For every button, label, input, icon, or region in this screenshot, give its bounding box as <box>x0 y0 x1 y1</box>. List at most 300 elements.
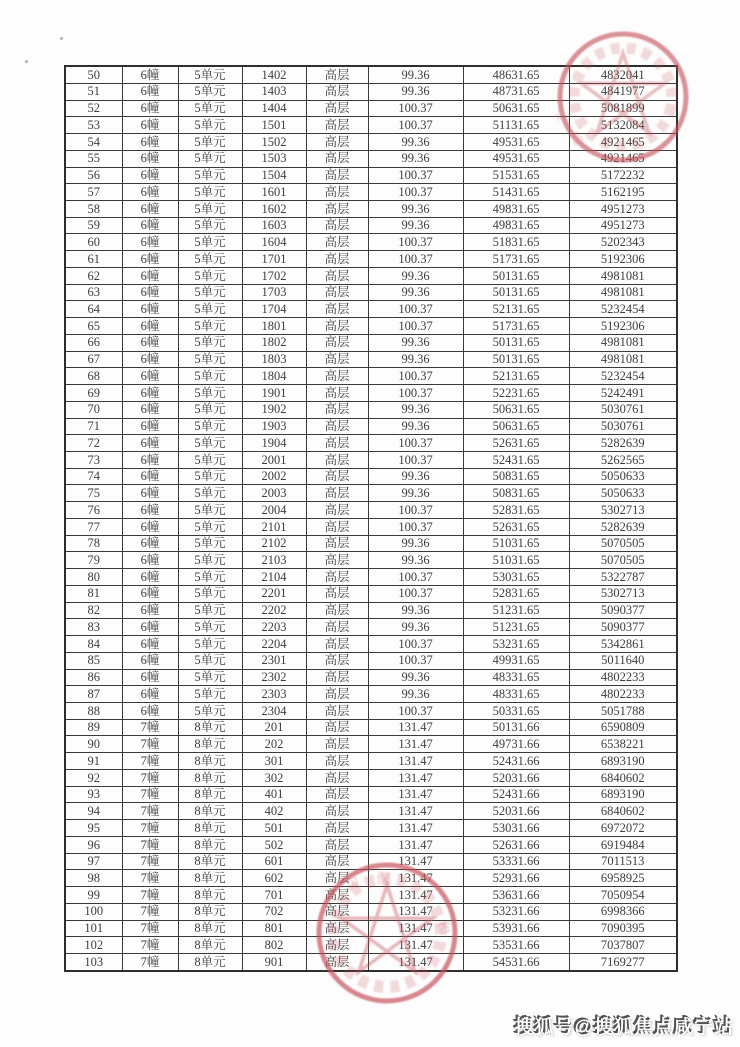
table-cell: 5081899 <box>569 100 677 117</box>
table-cell: 5232454 <box>569 368 677 385</box>
table-cell: 6958925 <box>569 870 677 887</box>
table-cell: 5单元 <box>178 686 242 703</box>
table-cell: 51031.65 <box>463 552 569 569</box>
table-cell: 7011513 <box>569 853 677 870</box>
table-cell: 高层 <box>306 937 368 954</box>
table-row <box>65 452 677 469</box>
table-cell: 5232454 <box>569 301 677 318</box>
table-cell: 高层 <box>306 920 368 937</box>
table-cell: 6幢 <box>122 552 178 569</box>
table-cell: 高层 <box>306 736 368 753</box>
table-cell: 2303 <box>242 686 306 703</box>
table-row <box>65 502 677 519</box>
table-cell: 1404 <box>242 100 306 117</box>
table-cell: 50631.65 <box>463 100 569 117</box>
table-row <box>65 318 677 335</box>
table-cell: 8单元 <box>178 853 242 870</box>
table-cell: 高层 <box>306 853 368 870</box>
table-cell: 801 <box>242 920 306 937</box>
table-cell: 99.36 <box>368 217 463 234</box>
table-cell: 5282639 <box>569 518 677 535</box>
table-cell: 2201 <box>242 585 306 602</box>
table-cell: 50 <box>65 66 122 83</box>
table-cell: 99.36 <box>368 200 463 217</box>
table-cell: 6幢 <box>122 585 178 602</box>
table-cell: 6幢 <box>122 518 178 535</box>
table-cell: 77 <box>65 518 122 535</box>
table-cell: 6幢 <box>122 318 178 335</box>
table-cell: 高层 <box>306 234 368 251</box>
table-cell: 1902 <box>242 401 306 418</box>
table-cell: 131.47 <box>368 887 463 904</box>
table-cell: 131.47 <box>368 870 463 887</box>
table-cell: 高层 <box>306 954 368 971</box>
table-cell: 51731.65 <box>463 251 569 268</box>
table-cell: 131.47 <box>368 803 463 820</box>
table-cell: 95 <box>65 820 122 837</box>
table-cell: 100.37 <box>368 234 463 251</box>
table-cell: 48331.65 <box>463 686 569 703</box>
table-cell: 6538221 <box>569 736 677 753</box>
table-cell: 5单元 <box>178 234 242 251</box>
table-cell: 5单元 <box>178 167 242 184</box>
table-cell: 52231.65 <box>463 385 569 402</box>
table-cell: 6972072 <box>569 820 677 837</box>
table-cell: 5单元 <box>178 217 242 234</box>
table-cell: 6幢 <box>122 117 178 134</box>
table-cell: 8单元 <box>178 753 242 770</box>
table-cell: 100.37 <box>368 652 463 669</box>
table-cell: 7幢 <box>122 836 178 853</box>
table-row <box>65 100 677 117</box>
table-cell: 5单元 <box>178 83 242 100</box>
table-cell: 5322787 <box>569 569 677 586</box>
table-cell: 61 <box>65 251 122 268</box>
table-cell: 131.47 <box>368 903 463 920</box>
table-cell: 6893190 <box>569 753 677 770</box>
table-cell: 5单元 <box>178 569 242 586</box>
table-cell: 5单元 <box>178 150 242 167</box>
table-cell: 100.37 <box>368 368 463 385</box>
table-body <box>65 66 677 971</box>
table-cell: 5单元 <box>178 184 242 201</box>
table-row <box>65 887 677 904</box>
table-cell: 高层 <box>306 636 368 653</box>
table-cell: 高层 <box>306 368 368 385</box>
table-cell: 49931.65 <box>463 652 569 669</box>
table-cell: 5单元 <box>178 669 242 686</box>
table-cell: 51031.65 <box>463 535 569 552</box>
table-cell: 99.36 <box>368 485 463 502</box>
table-cell: 5342861 <box>569 636 677 653</box>
table-row <box>65 719 677 736</box>
table-cell: 4921465 <box>569 150 677 167</box>
table-cell: 63 <box>65 284 122 301</box>
table-cell: 高层 <box>306 602 368 619</box>
table-cell: 5单元 <box>178 703 242 720</box>
table-cell: 93 <box>65 786 122 803</box>
table-cell: 60 <box>65 234 122 251</box>
table-cell: 52931.66 <box>463 870 569 887</box>
table-cell: 2104 <box>242 569 306 586</box>
table-cell: 高层 <box>306 686 368 703</box>
table-cell: 5单元 <box>178 585 242 602</box>
table-cell: 100.37 <box>368 585 463 602</box>
table-cell: 5192306 <box>569 251 677 268</box>
table-cell: 83 <box>65 619 122 636</box>
table-cell: 高层 <box>306 184 368 201</box>
table-cell: 99 <box>65 887 122 904</box>
table-cell: 高层 <box>306 301 368 318</box>
table-cell: 高层 <box>306 435 368 452</box>
table-row <box>65 619 677 636</box>
table-cell: 高层 <box>306 753 368 770</box>
table-row <box>65 753 677 770</box>
table-cell: 50131.65 <box>463 334 569 351</box>
table-row <box>65 184 677 201</box>
table-cell: 高层 <box>306 552 368 569</box>
table-row <box>65 552 677 569</box>
table-cell: 5单元 <box>178 385 242 402</box>
table-row <box>65 937 677 954</box>
table-cell: 100.37 <box>368 167 463 184</box>
table-cell: 99.36 <box>368 468 463 485</box>
table-cell: 5单元 <box>178 284 242 301</box>
table-cell: 202 <box>242 736 306 753</box>
table-cell: 高层 <box>306 167 368 184</box>
table-row <box>65 334 677 351</box>
table-cell: 5单元 <box>178 100 242 117</box>
table-cell: 99.36 <box>368 535 463 552</box>
table-row <box>65 920 677 937</box>
table-cell: 100.37 <box>368 703 463 720</box>
table-cell: 50331.65 <box>463 703 569 720</box>
table-cell: 131.47 <box>368 753 463 770</box>
table-cell: 702 <box>242 903 306 920</box>
table-row <box>65 870 677 887</box>
table-cell: 84 <box>65 636 122 653</box>
table-cell: 6幢 <box>122 418 178 435</box>
table-cell: 5单元 <box>178 117 242 134</box>
table-cell: 53231.66 <box>463 903 569 920</box>
table-row <box>65 954 677 971</box>
table-cell: 201 <box>242 719 306 736</box>
table-cell: 高层 <box>306 251 368 268</box>
table-cell: 48731.65 <box>463 83 569 100</box>
table-cell: 5单元 <box>178 200 242 217</box>
table-cell: 52431.66 <box>463 753 569 770</box>
table-cell: 6幢 <box>122 368 178 385</box>
table-cell: 7幢 <box>122 719 178 736</box>
table-cell: 90 <box>65 736 122 753</box>
table-row <box>65 134 677 151</box>
table-cell: 6幢 <box>122 66 178 83</box>
table-cell: 6幢 <box>122 452 178 469</box>
table-cell: 901 <box>242 954 306 971</box>
table-row <box>65 167 677 184</box>
table-cell: 7幢 <box>122 920 178 937</box>
table-cell: 100.37 <box>368 385 463 402</box>
table-cell: 65 <box>65 318 122 335</box>
table-cell: 高层 <box>306 585 368 602</box>
table-cell: 1702 <box>242 267 306 284</box>
table-cell: 高层 <box>306 468 368 485</box>
table-cell: 6幢 <box>122 652 178 669</box>
table-cell: 101 <box>65 920 122 937</box>
table-cell: 102 <box>65 937 122 954</box>
table-cell: 2302 <box>242 669 306 686</box>
table-cell: 7幢 <box>122 769 178 786</box>
table-cell: 99.36 <box>368 284 463 301</box>
table-cell: 5242491 <box>569 385 677 402</box>
table-cell: 5302713 <box>569 502 677 519</box>
table-cell: 100.37 <box>368 318 463 335</box>
table-cell: 54 <box>65 134 122 151</box>
table-cell: 高层 <box>306 351 368 368</box>
table-cell: 601 <box>242 853 306 870</box>
table-cell: 高层 <box>306 836 368 853</box>
table-cell: 6幢 <box>122 100 178 117</box>
table-cell: 4802233 <box>569 686 677 703</box>
table-cell: 高层 <box>306 703 368 720</box>
table-cell: 2001 <box>242 452 306 469</box>
table-cell: 1602 <box>242 200 306 217</box>
table-cell: 51231.65 <box>463 602 569 619</box>
table-cell: 7幢 <box>122 903 178 920</box>
table-cell: 5单元 <box>178 485 242 502</box>
table-row <box>65 769 677 786</box>
table-cell: 6幢 <box>122 251 178 268</box>
table-cell: 5单元 <box>178 452 242 469</box>
table-cell: 99.36 <box>368 351 463 368</box>
table-cell: 8单元 <box>178 920 242 937</box>
table-cell: 6893190 <box>569 786 677 803</box>
table-cell: 91 <box>65 753 122 770</box>
table-cell: 131.47 <box>368 769 463 786</box>
table-cell: 50131.65 <box>463 267 569 284</box>
table-cell: 6幢 <box>122 703 178 720</box>
table-cell: 1703 <box>242 284 306 301</box>
table-cell: 5单元 <box>178 401 242 418</box>
table-cell: 64 <box>65 301 122 318</box>
table-cell: 52431.66 <box>463 786 569 803</box>
table-cell: 88 <box>65 703 122 720</box>
table-cell: 131.47 <box>368 820 463 837</box>
table-cell: 高层 <box>306 820 368 837</box>
table-cell: 99.36 <box>368 134 463 151</box>
table-cell: 1701 <box>242 251 306 268</box>
table-cell: 6幢 <box>122 686 178 703</box>
table-cell: 62 <box>65 267 122 284</box>
table-cell: 131.47 <box>368 937 463 954</box>
table-cell: 2101 <box>242 518 306 535</box>
table-row <box>65 150 677 167</box>
table-row <box>65 853 677 870</box>
table-cell: 6幢 <box>122 619 178 636</box>
table-row <box>65 836 677 853</box>
table-cell: 高层 <box>306 267 368 284</box>
table-cell: 51731.65 <box>463 318 569 335</box>
table-row <box>65 786 677 803</box>
table-row <box>65 301 677 318</box>
table-cell: 4981081 <box>569 284 677 301</box>
table-cell: 高层 <box>306 418 368 435</box>
table-cell: 6幢 <box>122 167 178 184</box>
table-cell: 5090377 <box>569 602 677 619</box>
table-cell: 98 <box>65 870 122 887</box>
table-cell: 53031.66 <box>463 820 569 837</box>
table-cell: 7幢 <box>122 853 178 870</box>
table-cell: 1504 <box>242 167 306 184</box>
table-row <box>65 418 677 435</box>
table-cell: 6幢 <box>122 134 178 151</box>
table-cell: 85 <box>65 652 122 669</box>
table-cell: 1903 <box>242 418 306 435</box>
table-cell: 602 <box>242 870 306 887</box>
table-row <box>65 535 677 552</box>
table-cell: 55 <box>65 150 122 167</box>
table-cell: 7090395 <box>569 920 677 937</box>
table-cell: 100.37 <box>368 117 463 134</box>
table-cell: 高层 <box>306 887 368 904</box>
table-cell: 5单元 <box>178 66 242 83</box>
table-cell: 4981081 <box>569 334 677 351</box>
table-cell: 6幢 <box>122 569 178 586</box>
housing-price-table <box>64 65 678 972</box>
seal-character: 房 <box>343 875 362 894</box>
table-cell: 7幢 <box>122 820 178 837</box>
table-cell: 5单元 <box>178 636 242 653</box>
table-cell: 7037807 <box>569 937 677 954</box>
table-cell: 8单元 <box>178 820 242 837</box>
table-cell: 5单元 <box>178 134 242 151</box>
table-cell: 92 <box>65 769 122 786</box>
table-cell: 5192306 <box>569 318 677 335</box>
table-cell: 52031.66 <box>463 803 569 820</box>
table-cell: 7050954 <box>569 887 677 904</box>
table-cell: 5单元 <box>178 502 242 519</box>
table-cell: 56 <box>65 167 122 184</box>
table-row <box>65 468 677 485</box>
table-cell: 97 <box>65 853 122 870</box>
table-cell: 100.37 <box>368 100 463 117</box>
table-cell: 6919484 <box>569 836 677 853</box>
table-row <box>65 217 677 234</box>
table-cell: 5011640 <box>569 652 677 669</box>
table-cell: 8单元 <box>178 769 242 786</box>
table-cell: 5单元 <box>178 518 242 535</box>
table-cell: 103 <box>65 954 122 971</box>
table-cell: 51231.65 <box>463 619 569 636</box>
table-cell: 高层 <box>306 452 368 469</box>
table-cell: 99.36 <box>368 619 463 636</box>
table-cell: 2203 <box>242 619 306 636</box>
table-cell: 7幢 <box>122 803 178 820</box>
table-cell: 5262565 <box>569 452 677 469</box>
table-cell: 6幢 <box>122 485 178 502</box>
table-cell: 81 <box>65 585 122 602</box>
table-cell: 6幢 <box>122 217 178 234</box>
table-row <box>65 117 677 134</box>
table-cell: 74 <box>65 468 122 485</box>
table-cell: 6幢 <box>122 284 178 301</box>
table-cell: 8单元 <box>178 803 242 820</box>
table-cell: 99.36 <box>368 83 463 100</box>
table-cell: 8单元 <box>178 836 242 853</box>
scan-speck <box>25 60 28 63</box>
table-cell: 8单元 <box>178 786 242 803</box>
table-cell: 53331.66 <box>463 853 569 870</box>
table-cell: 6幢 <box>122 636 178 653</box>
table-row <box>65 200 677 217</box>
table-cell: 301 <box>242 753 306 770</box>
table-row <box>65 602 677 619</box>
table-cell: 78 <box>65 535 122 552</box>
table-cell: 57 <box>65 184 122 201</box>
table-cell: 52131.65 <box>463 301 569 318</box>
table-cell: 48631.65 <box>463 66 569 83</box>
table-cell: 53 <box>65 117 122 134</box>
table-cell: 131.47 <box>368 836 463 853</box>
table-cell: 2102 <box>242 535 306 552</box>
table-cell: 8单元 <box>178 736 242 753</box>
table-row <box>65 284 677 301</box>
table-cell: 52 <box>65 100 122 117</box>
table-row <box>65 66 677 83</box>
table-row <box>65 686 677 703</box>
table-cell: 5202343 <box>569 234 677 251</box>
table-cell: 53531.66 <box>463 937 569 954</box>
table-cell: 5单元 <box>178 435 242 452</box>
table-cell: 86 <box>65 669 122 686</box>
table-cell: 高层 <box>306 669 368 686</box>
table-cell: 5单元 <box>178 334 242 351</box>
table-cell: 2301 <box>242 652 306 669</box>
table-cell: 1901 <box>242 385 306 402</box>
table-cell: 高层 <box>306 318 368 335</box>
table-cell: 52631.66 <box>463 836 569 853</box>
table-cell: 5070505 <box>569 552 677 569</box>
table-cell: 高层 <box>306 83 368 100</box>
table-cell: 5030761 <box>569 418 677 435</box>
table-cell: 4802233 <box>569 669 677 686</box>
table-cell: 53631.66 <box>463 887 569 904</box>
table-cell: 49731.66 <box>463 736 569 753</box>
table-cell: 6幢 <box>122 184 178 201</box>
table-cell: 5单元 <box>178 552 242 569</box>
table-row <box>65 652 677 669</box>
table-cell: 高层 <box>306 134 368 151</box>
table-cell: 高层 <box>306 485 368 502</box>
table-cell: 50131.65 <box>463 284 569 301</box>
table-cell: 高层 <box>306 66 368 83</box>
table-cell: 5单元 <box>178 602 242 619</box>
table-row <box>65 518 677 535</box>
table-cell: 94 <box>65 803 122 820</box>
table-cell: 48331.65 <box>463 669 569 686</box>
table-row <box>65 585 677 602</box>
table-cell: 5090377 <box>569 619 677 636</box>
table-cell: 6840602 <box>569 769 677 786</box>
table-cell: 70 <box>65 401 122 418</box>
table-cell: 高层 <box>306 870 368 887</box>
table-row <box>65 435 677 452</box>
table-cell: 高层 <box>306 903 368 920</box>
table-cell: 82 <box>65 602 122 619</box>
table-cell: 高层 <box>306 803 368 820</box>
table-cell: 68 <box>65 368 122 385</box>
table-cell: 6998366 <box>569 903 677 920</box>
